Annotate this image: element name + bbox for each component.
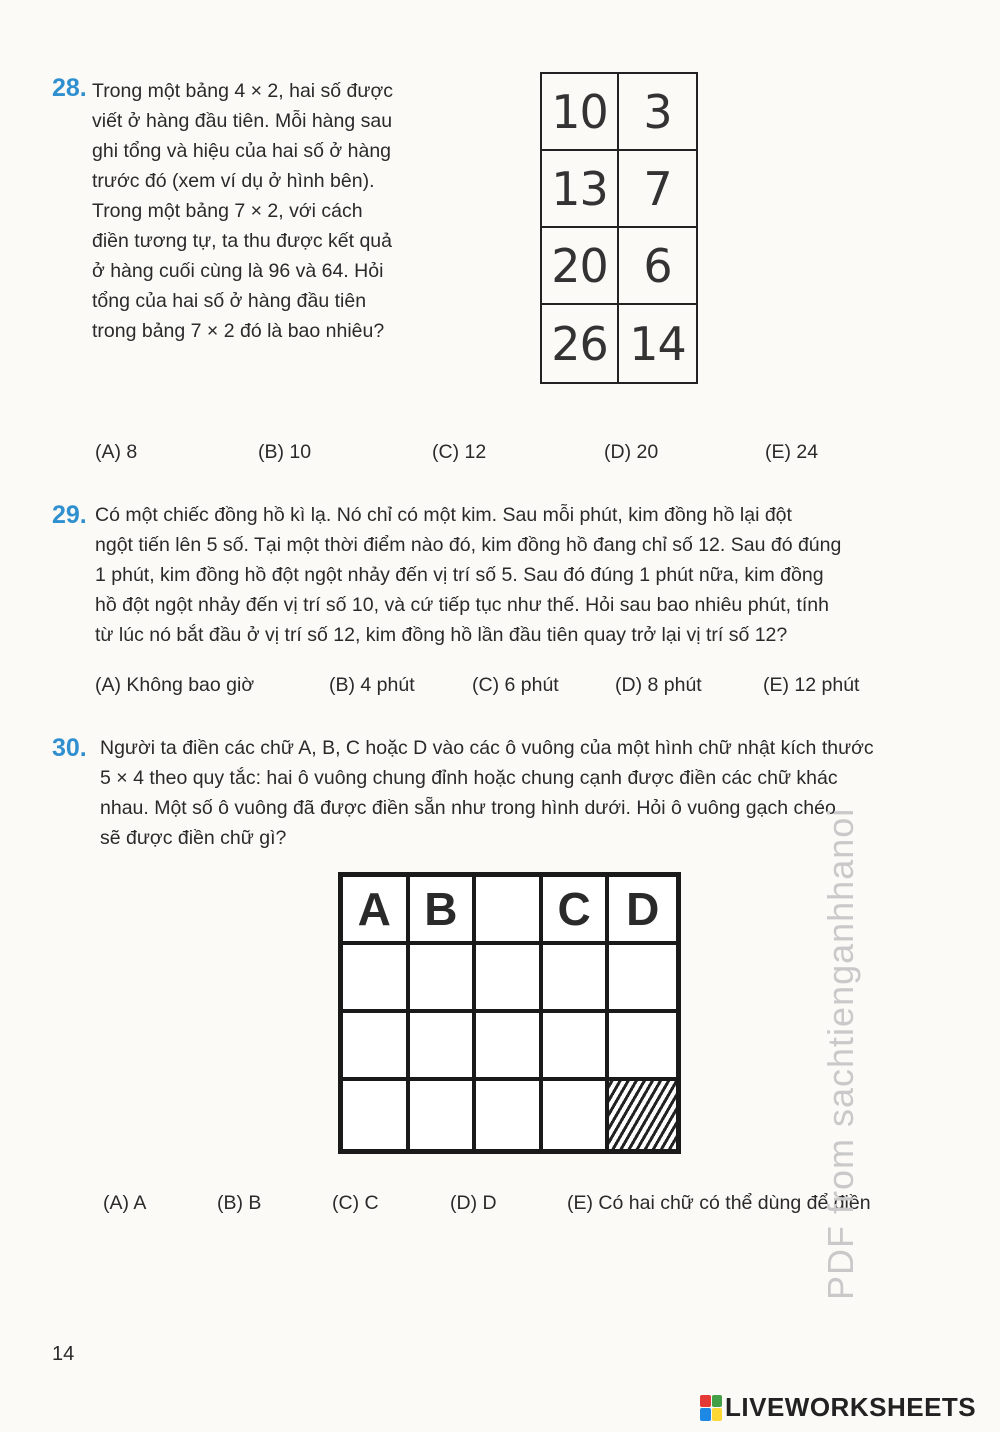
grid-cell [410, 1013, 477, 1081]
table-cell: 7 [619, 151, 696, 228]
grid-cell [476, 1081, 543, 1149]
q29-option-c[interactable]: (C) 6 phút [472, 674, 559, 696]
grid-cell: A [343, 877, 410, 945]
q29-option-b[interactable]: (B) 4 phút [329, 674, 415, 696]
q28-option-e[interactable]: (E) 24 [765, 441, 819, 463]
q28-line: Trong một bảng 7 × 2, với cách [92, 200, 363, 222]
grid-cell: B [410, 877, 477, 945]
hatched-cell [609, 1081, 676, 1149]
grid-cell [410, 945, 477, 1013]
grid-cell [543, 945, 610, 1013]
example-table-4x2 [540, 72, 698, 384]
table-cell: 10 [542, 74, 619, 151]
q28-option-d[interactable]: (D) 20 [604, 441, 659, 463]
logo-square [712, 1395, 723, 1408]
q30-line: 5 × 4 theo quy tắc: hai ô vuông chung đỉnh hoặc chung cạnh được điền các chữ khác [100, 767, 838, 789]
grid-cell [609, 945, 676, 1013]
grid-cell [343, 945, 410, 1013]
q30-line: nhau. Một số ô vuông đã được điền sẵn như trong hình dưới. Hỏi ô vuông gạch chéo [100, 797, 836, 819]
grid-cell [410, 1081, 477, 1149]
q29-line: 1 phút, kim đồng hồ đột ngột nhảy đến vị trí số 5. Sau đó đúng 1 phút nữa, kim đồng [95, 564, 824, 586]
q28-line: tổng của hai số ở hàng đầu tiên [92, 290, 367, 312]
q28-line: điền tương tự, ta thu được kết quả [92, 230, 392, 252]
q29-option-a[interactable]: (A) Không bao giờ [95, 674, 255, 696]
question-30-text [100, 733, 915, 853]
page-number: 14 [52, 1343, 75, 1365]
q28-line: trước đó (xem ví dụ ở hình bên). [92, 170, 375, 192]
table-cell: 6 [619, 228, 696, 305]
logo-text: LIVEWORKSHEETS [725, 1392, 977, 1422]
q28-option-a[interactable]: (A) 8 [95, 441, 138, 463]
grid-cell [543, 1081, 610, 1149]
q29-line: ngột tiến lên 5 số. Tại một thời điểm nào đó, kim đồng hồ đang chỉ số 12. Sau đó đúng [95, 534, 842, 556]
grid-cell [343, 1081, 410, 1149]
grid-cell [476, 1013, 543, 1081]
question-28-text [92, 76, 428, 346]
q29-option-d[interactable]: (D) 8 phút [615, 674, 702, 696]
table-cell: 26 [542, 305, 619, 382]
question-29-number: 29. [52, 501, 87, 529]
q28-line: viết ở hàng đầu tiên. Mỗi hàng sau [92, 110, 393, 132]
q29-option-e[interactable]: (E) 12 phút [763, 674, 860, 696]
grid-cell [543, 1013, 610, 1081]
q29-line: từ lúc nó bắt đầu ở vị trí số 12, kim đồng hồ lần đầu tiên quay trở lại vị trí số 12? [95, 624, 788, 646]
grid-cell: C [543, 877, 610, 945]
q30-option-d[interactable]: (D) D [450, 1192, 497, 1214]
table-cell: 13 [542, 151, 619, 228]
grid-cell: D [609, 877, 676, 945]
q28-line: ở hàng cuối cùng là 96 và 64. Hỏi [92, 260, 384, 282]
liveworksheets-logo [700, 1392, 976, 1423]
q28-line: trong bảng 7 × 2 đó là bao nhiêu? [92, 320, 385, 342]
grid-cell [476, 877, 543, 945]
q28-line: ghi tổng và hiệu của hai số ở hàng [92, 140, 392, 162]
logo-square [700, 1408, 711, 1421]
grid-cell [343, 1013, 410, 1081]
q30-line: sẽ được điền chữ gì? [100, 827, 287, 849]
table-cell: 3 [619, 74, 696, 151]
q28-option-c[interactable]: (C) 12 [432, 441, 487, 463]
watermark: PDF from sachtienganhhanoi [820, 807, 861, 1300]
q28-line: Trong một bảng 4 × 2, hai số được [92, 80, 393, 102]
logo-square [712, 1408, 723, 1421]
letter-grid-5x4 [338, 872, 681, 1154]
question-30-number: 30. [52, 734, 87, 762]
q30-option-e[interactable]: (E) Có hai chữ có thể dùng để điền [567, 1192, 871, 1214]
q28-option-b[interactable]: (B) 10 [258, 441, 312, 463]
q29-line: Có một chiếc đồng hồ kì lạ. Nó chỉ có một kim. Sau mỗi phút, kim đồng hồ lại đột [95, 504, 792, 526]
q30-option-b[interactable]: (B) B [217, 1192, 262, 1214]
grid-cell [476, 945, 543, 1013]
question-29-text [95, 500, 915, 650]
table-cell: 14 [629, 316, 686, 371]
q30-option-c[interactable]: (C) C [332, 1192, 379, 1214]
q29-line: hồ đột ngột nhảy đến vị trí số 10, và cứ tiếp tục như thế. Hỏi sau bao nhiêu phút, tính [95, 594, 830, 616]
q30-line: Người ta điền các chữ A, B, C hoặc D vào các ô vuông của một hình chữ nhật kích thước [100, 737, 874, 759]
question-28-number: 28. [52, 74, 87, 102]
q30-option-a[interactable]: (A) A [103, 1192, 147, 1214]
logo-icon [700, 1395, 722, 1421]
logo-square [700, 1395, 711, 1408]
table-cell: 20 [542, 228, 619, 305]
grid-cell [609, 1013, 676, 1081]
